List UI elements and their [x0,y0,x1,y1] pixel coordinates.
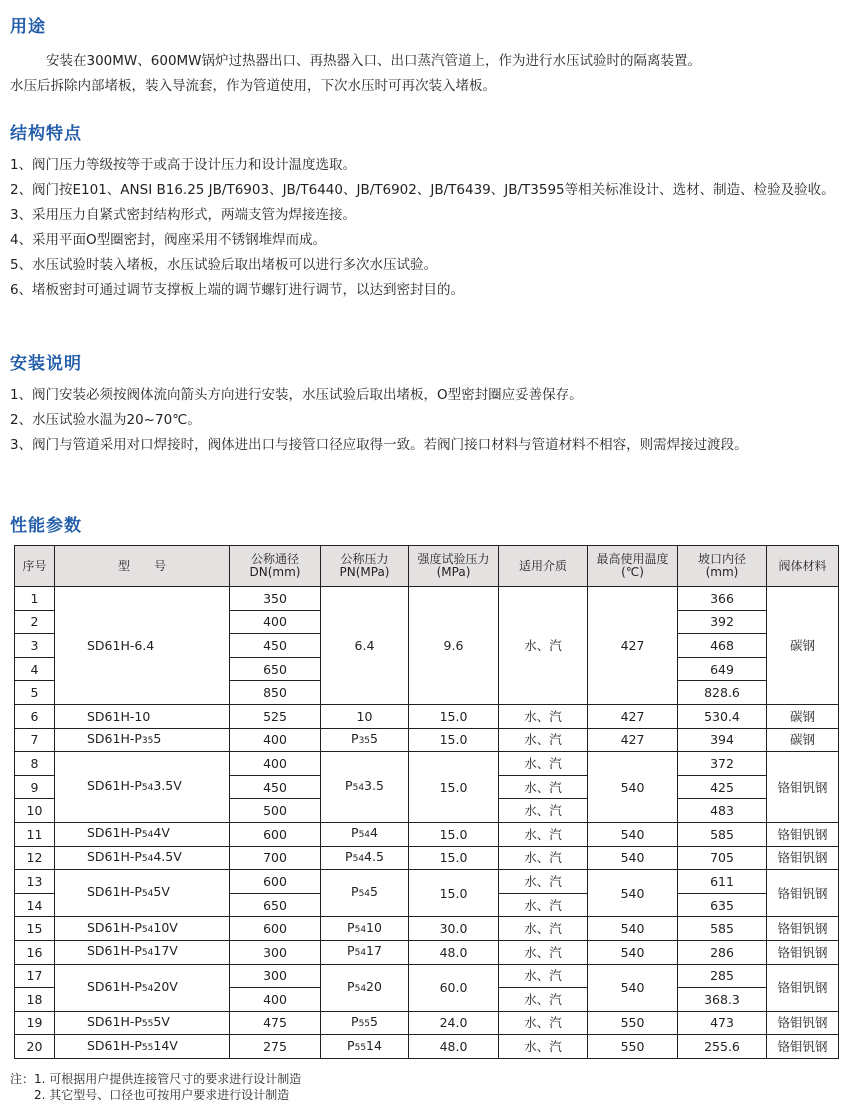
notes [10,1071,301,1103]
table-row: 4 650 649 [15,657,839,681]
note-line-2: 2. 其它型号、口径也可按用户要求进行设计制造 [10,1088,290,1102]
header-bore: 坡口内径 (mm) [678,546,767,587]
parameters-table [14,545,839,1059]
section-title-parameters: 性能参数 [10,516,82,536]
table-row: 1 SD61H-6.4 350 6.4 9.6 水、汽 427 366 碳钢 [15,587,839,611]
list-item: 2、阀门按E101、ANSI B16.25 JB/T6903、JB/T6440、JB/T6902、JB/T6439、JB/T3595等相关标准设计、选材、制造、检验及验收。 [10,182,835,198]
header-seq: 序号 [15,546,55,587]
list-item: 2、水压试验水温为20~70℃。 [10,412,201,428]
table-row: 15 SD61H-P5410V 600 P5410 30.0 水、汽 540 585 铬钼钒钢 [15,917,839,941]
table-row: 11 SD61H-P544V 600 P544 15.0 水、汽 540 585 铬钼钒钢 [15,822,839,846]
table-row: 5 850 828.6 [15,681,839,705]
table-row: 3 450 468 [15,634,839,658]
table-row: 20 SD61H-P5514V 275 P5514 48.0 水、汽 550 255.6 铬钼钒钢 [15,1035,839,1059]
list-item: 1、阀门安装必须按阀体流向箭头方向进行安装，水压试验后取出堵板，O型密封圈应妥善保存。 [10,387,583,403]
list-item: 3、采用压力自紧式密封结构形式，两端支管为焊接连接。 [10,207,356,223]
header-medium: 适用介质 [499,546,588,587]
header-pn: 公称压力 PN(MPa) [321,546,409,587]
structure-list [10,153,845,303]
header-dn: 公称通径 DN(mm) [230,546,321,587]
section-title-usage: 用途 [10,17,46,37]
table-row: 6 SD61H-10 525 10 15.0 水、汽 427 530.4 碳钢 [15,704,839,728]
table-row: 19 SD61H-P555V 475 P555 24.0 水、汽 550 473 铬钼钒钢 [15,1011,839,1035]
list-item: 1、阀门压力等级按等于或高于设计压力和设计温度选取。 [10,157,356,173]
header-test-pressure: 强度试验压力 (MPa) [409,546,499,587]
model-cell: SD61H-6.4 [55,587,230,705]
table-row: 17 SD61H-P5420V 300 P5420 60.0 水、汽 540 285 铬钼钒钢 [15,964,839,988]
section-title-installation: 安装说明 [10,354,82,374]
table-row: 18 400 水、汽 368.3 [15,988,839,1012]
list-item: 6、堵板密封可通过调节支撑板上端的调节螺钉进行调节，以达到密封目的。 [10,282,464,298]
header-material: 阀体材料 [767,546,839,587]
usage-text-line1: 安装在300MW、600MW锅炉过热器出口、再热器入口、出口蒸汽管道上，作为进行水压试验时的隔离装置。 [46,53,702,69]
list-item: 4、采用平面O型圈密封，阀座采用不锈钢堆焊而成。 [10,232,327,248]
installation-item-3: 3、阀门与管道采用对口焊接时，阀体进出口与接管口径应取得一致。若阀门接口材料与管道材料不相容，则需焊接过渡段。 [10,437,748,453]
table-row: 13 SD61H-P545V 600 P545 15.0 水、汽 540 611 铬钼钒钢 [15,870,839,894]
note-line-1: 注：1. 可根据用户提供连接管尺寸的要求进行设计制造 [10,1072,302,1086]
installation-list [10,383,845,433]
table-row: 2 400 392 [15,610,839,634]
table-row: 10 500 水、汽 483 [15,799,839,823]
table-row: 8 SD61H-P543.5V 400 P543.5 15.0 水、汽 540 372 铬钼钒钢 [15,752,839,776]
table-row: 14 650 水、汽 635 [15,893,839,917]
header-model: 型 号 [55,546,230,587]
section-title-structure: 结构特点 [10,124,82,144]
table-row: 9 450 水、汽 425 [15,775,839,799]
list-item: 5、水压试验时装入堵板，水压试验后取出堵板可以进行多次水压试验。 [10,257,437,273]
usage-text-line2: 水压后拆除内部堵板，装入导流套，作为管道使用，下次水压时可再次装入堵板。 [10,78,496,94]
table-row: 12 SD61H-P544.5V 700 P544.5 15.0 水、汽 540 705 铬钼钒钢 [15,846,839,870]
table-row: 7 SD61H-P355 400 P355 15.0 水、汽 427 394 碳钢 [15,728,839,752]
table-header-row [15,546,839,587]
table-row: 16 SD61H-P5417V 300 P5417 48.0 水、汽 540 286 铬钼钒钢 [15,940,839,964]
header-max-temp: 最高使用温度 (℃) [588,546,678,587]
